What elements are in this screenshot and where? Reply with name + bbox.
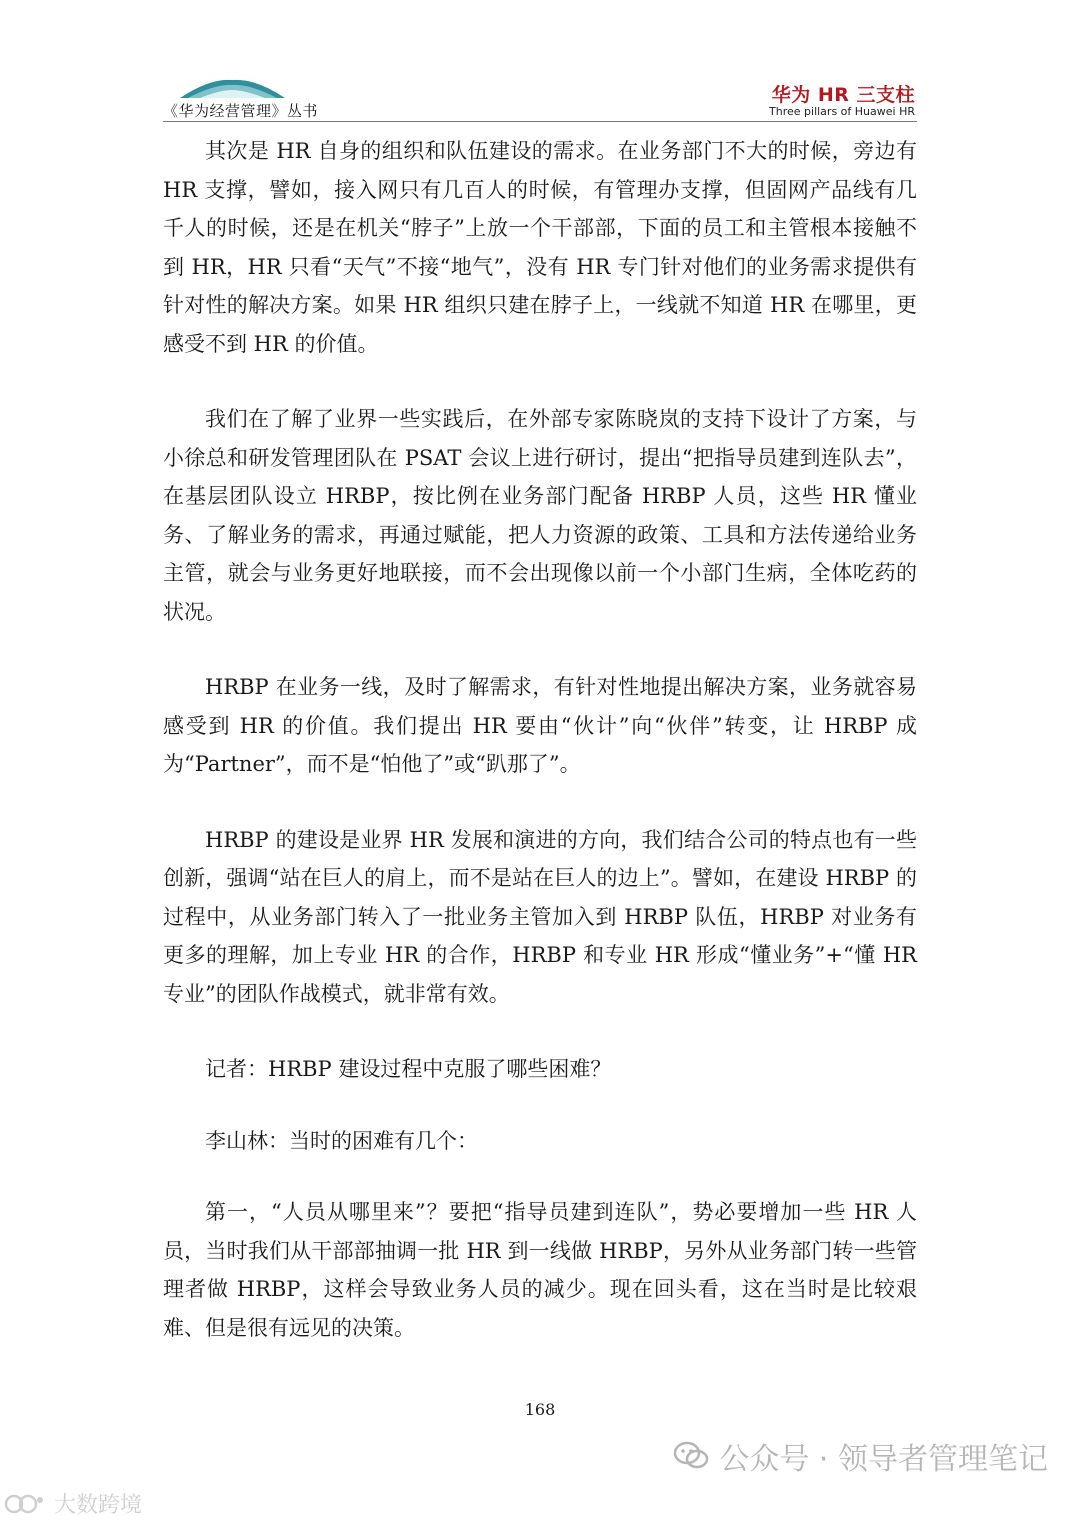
series-title: 《华为经营管理》丛书	[163, 102, 319, 120]
paragraph: 李山林：当时的困难有几个：	[205, 1128, 478, 1153]
brand-title: 华为 HR 三支柱	[771, 84, 915, 106]
paragraph: HRBP 在业务一线，及时了解需求，有针对性地提出解决方案，业务就容易感受到 HR 的价值。我们提出 HR 要由“伙计”向“伙伴”转变，让 HRBP 成为“Partner”，而不是“怕他了”或“趴那了”。	[163, 675, 917, 776]
paragraph: 记者：HRBP 建设过程中克服了哪些困难？	[205, 1057, 612, 1081]
header-divider	[163, 121, 917, 122]
brand-mark-icon	[4, 1492, 48, 1516]
page-number: 168	[524, 1400, 556, 1419]
paragraph: 其次是 HR 自身的组织和队伍建设的需求。在业务部门不大的时候，旁边有 HR 支撑，譬如，接入网只有几百人的时候，有管理办支撑，但固网产品线有几千人的时候，还是在机关“脖子”上放一个干部部，下面的员工和主管根本接触不到 HR，HR 只看“天气”不接“地气”，没有 HR 专门针对他们的业务需求提供有针对性的解决方案。如果 HR 组织只建在脖子上，一线就不知道 HR 在哪里，更感受不到 HR 的价值。	[163, 139, 917, 356]
paragraph: 第一，“人员从哪里来”？要把“指导员建到连队”，势必要增加一些 HR 人员，当时我们从干部部抽调一批 HR 到一线做 HRBP，另外从业务部门转一些管理者做 HRBP，这样会导致业务人员的减少。现在回头看，这在当时是比较艰难、但是很有远见的决策。	[163, 1200, 917, 1340]
body-text	[163, 132, 917, 1347]
paragraph: HRBP 的建设是业界 HR 发展和演进的方向，我们结合公司的特点也有一些创新，强调“站在巨人的肩上，而不是站在巨人的边上”。譬如，在建设 HRBP 的过程中，从业务部门转入了一批业务主管加入到 HRBP 队伍，HRBP 对业务有更多的理解，加上专业 HR 的合作，HRBP 和专业 HR 形成“懂业务”+“懂 HR 专业”的团队作战模式，就非常有效。	[163, 827, 917, 1006]
brand-subtitle: Three pillars of Huawei HR	[769, 105, 915, 118]
watermark-left-text: 大数跨境	[54, 1493, 143, 1518]
mountain-logo-icon	[180, 76, 285, 102]
page-header	[0, 0, 1080, 125]
watermark-right-text: 公众号 · 领导者管理笔记	[719, 1442, 1048, 1477]
watermark-wechat	[673, 1434, 1048, 1478]
paragraph: 我们在了解了业界一些实践后，在外部专家陈晓岚的支持下设计了方案，与小徐总和研发管理团队在 PSAT 会议上进行研讨，提出“把指导员建到连队去”，在基层团队设立 HRBP，按比例在业务部门配备 HRBP 人员，这些 HR 懂业务、了解业务的需求，再通过赋能，把人力资源的政策、工具和方法传递给业务主管，就会与业务更好地联接，而不会出现像以前一个小部门生病，全体吃药的状况。	[163, 407, 918, 624]
watermark-corner	[4, 1488, 142, 1519]
wechat-icon	[673, 1441, 709, 1471]
